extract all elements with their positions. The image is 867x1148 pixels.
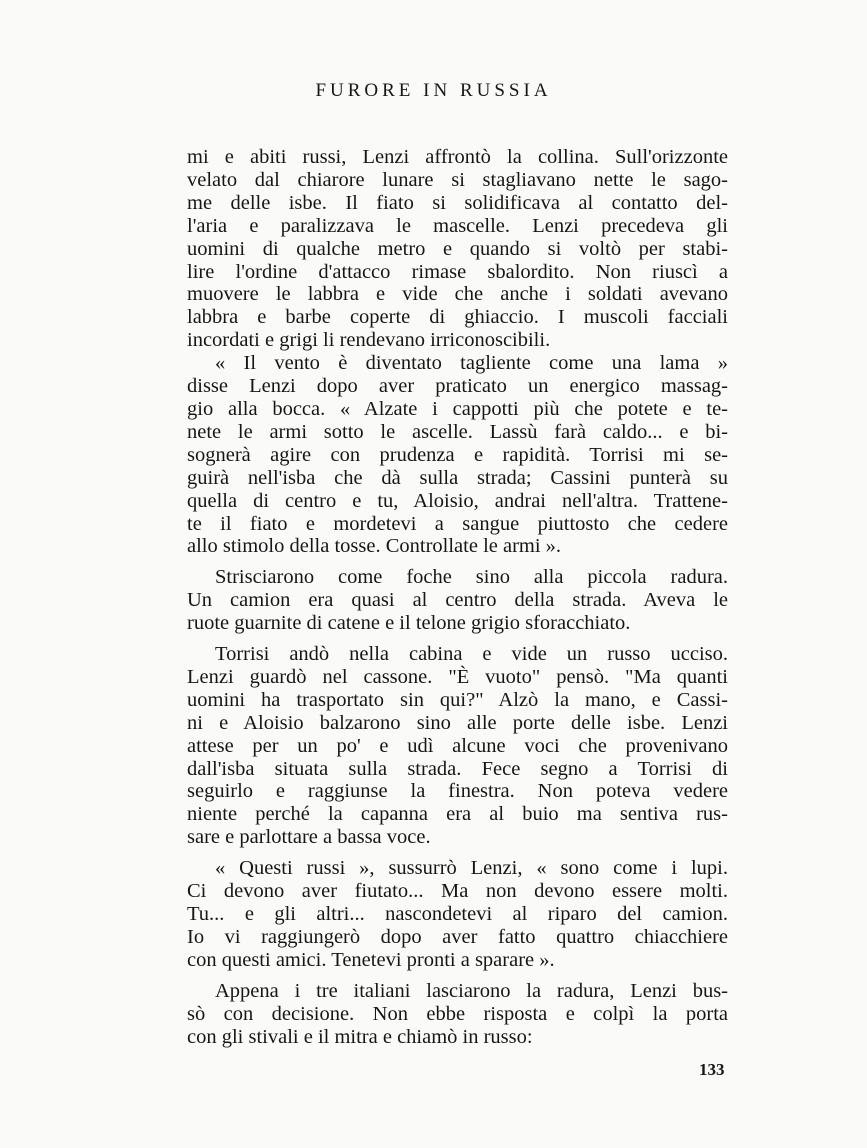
- text-line: lire l'ordine d'attacco rimase sbalordito. Non riuscì a: [187, 260, 728, 283]
- text-line: muovere le labbra e vide che anche i soldati avevano: [187, 283, 728, 306]
- text-line: seguirlo e raggiunse la finestra. Non poteva vedere: [187, 780, 728, 803]
- page-number: 133: [699, 1060, 725, 1079]
- text-line: Appena i tre italiani lasciarono la radura, Lenzi bus-: [215, 979, 728, 1002]
- text-line: sò con decisione. Non ebbe risposta e colpì la porta: [187, 1002, 728, 1025]
- text-line: sare e parlottare a bassa voce.: [187, 826, 431, 849]
- paragraph-gap: [187, 558, 728, 566]
- paragraph-gap: [187, 635, 728, 643]
- text-line: « Il vento è diventato tagliente come una lama »: [215, 352, 728, 375]
- text-line: nete le armi sotto le ascelle. Lassù farà caldo... e bi-: [187, 420, 728, 443]
- paragraph: [187, 566, 728, 635]
- text-line: ruote guarnite di catene e il telone grigio sforacchiato.: [187, 612, 631, 635]
- text-line: te il fiato e mordetevi a sangue piuttosto che cedere: [187, 512, 728, 535]
- text-line: quella di centro e tu, Aloisio, andrai nell'altra. Trattene-: [187, 489, 728, 512]
- text-line: labbra e barbe coperte di ghiaccio. I muscoli facciali: [187, 306, 728, 329]
- text-line: con gli stivali e il mitra e chiamò in russo:: [187, 1025, 533, 1048]
- text-line: « Questi russi », sussurrò Lenzi, « sono come i lupi.: [215, 857, 728, 880]
- text-line: Torrisi andò nella cabina e vide un russo ucciso.: [215, 643, 728, 666]
- text-line: guirà nell'isba che dà sulla strada; Cassini punterà su: [187, 466, 728, 489]
- paragraph-gap: [187, 972, 728, 980]
- text-line: ni e Aloisio balzarono sino alle porte delle isbe. Lenzi: [187, 711, 728, 734]
- paragraph-gap: [187, 849, 728, 857]
- text-line: uomini ha trasportato sin qui?" Alzò la mano, e Cassi-: [187, 688, 728, 711]
- text-line: sognerà agire con prudenza e rapidità. Torrisi mi se-: [187, 443, 728, 466]
- text-line: l'aria e paralizzava le mascelle. Lenzi precedeva gli: [187, 214, 728, 237]
- text-line: gio alla bocca. « Alzate i cappotti più che potete e te-: [187, 397, 728, 420]
- text-line: con questi amici. Tenetevi pronti a sparare ».: [187, 948, 555, 971]
- paragraph: [187, 980, 728, 1049]
- text-line: Tu... e gli altri... nascondetevi al riparo del camion.: [187, 903, 728, 925]
- text-line: Lenzi guardò nel cassone. "È vuoto" pensò. "Ma quanti: [187, 665, 728, 688]
- text-line: Strisciarono come foche sino alla piccola radura.: [215, 566, 728, 589]
- text-line: mi e abiti russi, Lenzi affrontò la collina. Sull'orizzonte: [187, 146, 728, 168]
- text-line: disse Lenzi dopo aver praticato un energico massag-: [187, 375, 728, 398]
- paragraph: [187, 352, 728, 558]
- running-head: FURORE IN RUSSIA: [315, 80, 552, 101]
- text-line: Ci devono aver fiutato... Ma non devono essere molti.: [187, 880, 728, 903]
- paragraph: [187, 643, 728, 849]
- text-line: incordati e grigi li rendevano irriconoscibili.: [187, 329, 551, 352]
- text-line: Io vi raggiungerò dopo aver fatto quattro chiacchiere: [187, 925, 728, 948]
- text-line: allo stimolo della tosse. Controllate le armi ».: [187, 535, 562, 558]
- text-line: uomini di qualche metro e quando si voltò per stabi-: [187, 237, 728, 260]
- text-line: dall'isba situata sulla strada. Fece segno a Torrisi di: [187, 757, 728, 780]
- text-line: Un camion era quasi al centro della strada. Aveva le: [187, 589, 728, 612]
- text-line: attese per un po' e udì alcune voci che provenivano: [187, 734, 728, 757]
- text-line: me delle isbe. Il fiato si solidificava al contatto del-: [187, 191, 728, 214]
- text-line: niente perché la capanna era al buio ma sentiva rus-: [187, 803, 728, 826]
- body-text: [187, 146, 728, 1048]
- paragraph: [187, 146, 728, 352]
- paragraph: [187, 857, 728, 972]
- text-line: velato dal chiarore lunare si stagliavano nette le sago-: [187, 168, 728, 191]
